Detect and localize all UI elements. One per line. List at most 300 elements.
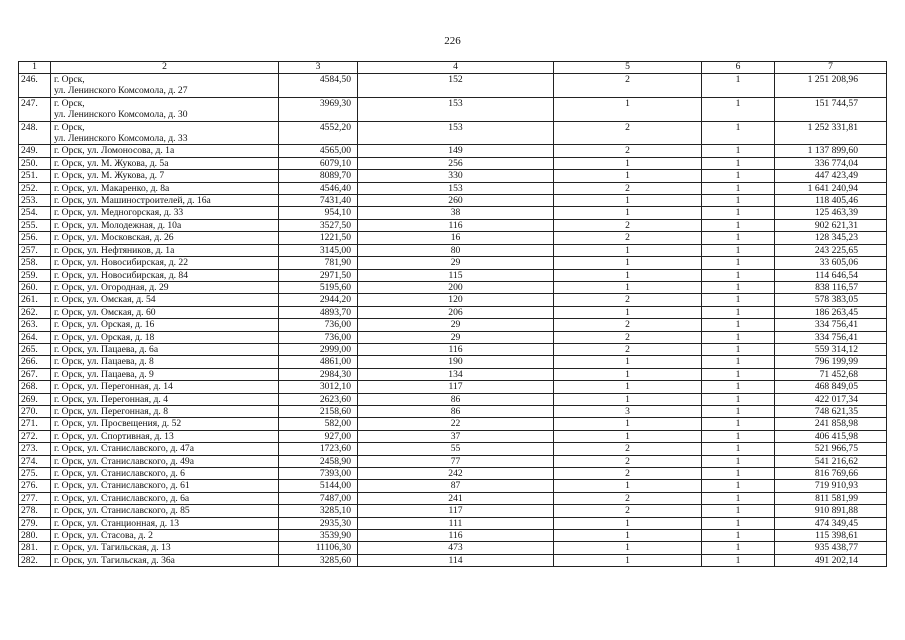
table-row xyxy=(19,517,887,529)
column-6-cell: 1 xyxy=(702,381,775,393)
table-row xyxy=(19,294,887,306)
column-6-cell: 1 xyxy=(702,306,775,318)
column-5-cell: 2 xyxy=(554,505,702,517)
cost-cell: 910 891,88 xyxy=(775,505,887,517)
address-cell: г. Орск, ул. Молодежная, д. 10а xyxy=(51,219,279,231)
residents-cell: 29 xyxy=(358,331,554,343)
column-6-cell: 1 xyxy=(702,170,775,182)
column-header: 2 xyxy=(51,62,279,74)
residents-cell: 80 xyxy=(358,244,554,256)
column-6-cell: 1 xyxy=(702,195,775,207)
column-5-cell: 1 xyxy=(554,530,702,542)
table-row xyxy=(19,455,887,467)
table-row xyxy=(19,331,887,343)
cost-cell: 559 314,12 xyxy=(775,343,887,355)
cost-cell: 468 849,05 xyxy=(775,381,887,393)
address-cell: г. Орск, ул. Новосибирская, д. 84 xyxy=(51,269,279,281)
column-5-cell: 2 xyxy=(554,294,702,306)
address-cell: г. Орск, ул. Перегонная, д. 8 xyxy=(51,405,279,417)
column-6-cell: 1 xyxy=(702,157,775,169)
row-number-cell: 247. xyxy=(19,97,51,121)
row-number-cell: 272. xyxy=(19,430,51,442)
row-number-cell: 251. xyxy=(19,170,51,182)
column-5-cell: 2 xyxy=(554,319,702,331)
column-6-cell: 1 xyxy=(702,542,775,554)
residents-cell: 114 xyxy=(358,554,554,566)
residents-cell: 153 xyxy=(358,121,554,145)
column-6-cell: 1 xyxy=(702,74,775,98)
cost-cell: 334 756,41 xyxy=(775,331,887,343)
residents-cell: 134 xyxy=(358,368,554,380)
column-6-cell: 1 xyxy=(702,269,775,281)
column-6-cell: 1 xyxy=(702,517,775,529)
column-6-cell: 1 xyxy=(702,356,775,368)
table-row xyxy=(19,170,887,182)
cost-cell: 186 263,45 xyxy=(775,306,887,318)
table-row xyxy=(19,182,887,194)
column-header: 7 xyxy=(775,62,887,74)
address-cell: г. Орск, ул. Орская, д. 16 xyxy=(51,319,279,331)
table-row xyxy=(19,281,887,293)
column-5-cell: 2 xyxy=(554,121,702,145)
cost-cell: 71 452,68 xyxy=(775,368,887,380)
address-cell: г. Орск, ул. Перегонная, д. 14 xyxy=(51,381,279,393)
area-cell: 2458,90 xyxy=(279,455,358,467)
area-cell: 2935,30 xyxy=(279,517,358,529)
address-cell: г. Орск, ул. Нефтяников, д. 1а xyxy=(51,244,279,256)
address-cell: г. Орск, ул. Орская, д. 18 xyxy=(51,331,279,343)
area-cell: 3969,30 xyxy=(279,97,358,121)
row-number-cell: 277. xyxy=(19,492,51,504)
column-6-cell: 1 xyxy=(702,219,775,231)
residents-cell: 77 xyxy=(358,455,554,467)
column-6-cell: 1 xyxy=(702,505,775,517)
table-row xyxy=(19,405,887,417)
column-6-cell: 1 xyxy=(702,121,775,145)
address-cell: г. Орск, ул. Медногорская, д. 33 xyxy=(51,207,279,219)
area-cell: 3012,10 xyxy=(279,381,358,393)
area-cell: 4893,70 xyxy=(279,306,358,318)
cost-cell: 578 383,05 xyxy=(775,294,887,306)
address-cell: г. Орск, ул. Машиностроителей, д. 16а xyxy=(51,195,279,207)
address-cell: г. Орск, ул. Станционная, д. 13 xyxy=(51,517,279,529)
column-5-cell: 2 xyxy=(554,331,702,343)
area-cell: 4584,50 xyxy=(279,74,358,98)
address-cell: г. Орск, ул. Омская, д. 60 xyxy=(51,306,279,318)
row-number-cell: 255. xyxy=(19,219,51,231)
row-number-cell: 253. xyxy=(19,195,51,207)
column-header: 1 xyxy=(19,62,51,74)
table-row xyxy=(19,157,887,169)
residents-cell: 86 xyxy=(358,393,554,405)
address-cell: г. Орск, ул. Тагильская, д. 13 xyxy=(51,542,279,554)
cost-cell: 336 774,04 xyxy=(775,157,887,169)
residents-cell: 55 xyxy=(358,443,554,455)
table-row xyxy=(19,381,887,393)
residents-cell: 117 xyxy=(358,381,554,393)
row-number-cell: 265. xyxy=(19,343,51,355)
table-row xyxy=(19,343,887,355)
row-number-cell: 246. xyxy=(19,74,51,98)
row-number-cell: 264. xyxy=(19,331,51,343)
address-cell: г. Орск, ул. Станиславского, д. 6а xyxy=(51,492,279,504)
row-number-cell: 280. xyxy=(19,530,51,542)
row-number-cell: 276. xyxy=(19,480,51,492)
row-number-cell: 275. xyxy=(19,468,51,480)
cost-cell: 521 966,75 xyxy=(775,443,887,455)
address-cell: г. Орск, ул. Ленинского Комсомола, д. 30 xyxy=(51,97,279,121)
area-cell: 3285,60 xyxy=(279,554,358,566)
column-6-cell: 1 xyxy=(702,430,775,442)
column-6-cell: 1 xyxy=(702,530,775,542)
address-cell: г. Орск, ул. Ломоносова, д. 1а xyxy=(51,145,279,157)
address-cell: г. Орск, ул. Пацаева, д. 6а xyxy=(51,343,279,355)
table-row xyxy=(19,306,887,318)
address-cell: г. Орск, ул. Омская, д. 54 xyxy=(51,294,279,306)
residents-cell: 153 xyxy=(358,182,554,194)
residents-cell: 206 xyxy=(358,306,554,318)
cost-cell: 474 349,45 xyxy=(775,517,887,529)
column-6-cell: 1 xyxy=(702,368,775,380)
area-cell: 6079,10 xyxy=(279,157,358,169)
residents-cell: 116 xyxy=(358,219,554,231)
row-number-cell: 257. xyxy=(19,244,51,256)
table-row xyxy=(19,468,887,480)
area-cell: 736,00 xyxy=(279,319,358,331)
column-6-cell: 1 xyxy=(702,232,775,244)
residents-cell: 260 xyxy=(358,195,554,207)
column-header: 5 xyxy=(554,62,702,74)
column-5-cell: 2 xyxy=(554,455,702,467)
area-cell: 736,00 xyxy=(279,331,358,343)
table-row xyxy=(19,97,887,121)
row-number-cell: 268. xyxy=(19,381,51,393)
area-cell: 4861,00 xyxy=(279,356,358,368)
table-row xyxy=(19,257,887,269)
cost-cell: 719 910,93 xyxy=(775,480,887,492)
row-number-cell: 267. xyxy=(19,368,51,380)
column-6-cell: 1 xyxy=(702,418,775,430)
column-5-cell: 1 xyxy=(554,195,702,207)
row-number-cell: 248. xyxy=(19,121,51,145)
column-5-cell: 1 xyxy=(554,97,702,121)
area-cell: 8089,70 xyxy=(279,170,358,182)
area-cell: 3145,00 xyxy=(279,244,358,256)
cost-cell: 748 621,35 xyxy=(775,405,887,417)
residents-cell: 330 xyxy=(358,170,554,182)
cost-cell: 243 225,65 xyxy=(775,244,887,256)
table-row xyxy=(19,207,887,219)
table-row xyxy=(19,554,887,566)
area-cell: 781,90 xyxy=(279,257,358,269)
residents-cell: 116 xyxy=(358,530,554,542)
row-number-cell: 254. xyxy=(19,207,51,219)
table-row xyxy=(19,269,887,281)
residents-cell: 22 xyxy=(358,418,554,430)
residents-cell: 242 xyxy=(358,468,554,480)
table-row xyxy=(19,430,887,442)
residents-cell: 117 xyxy=(358,505,554,517)
address-cell: г. Орск, ул. Тагильская, д. 36а xyxy=(51,554,279,566)
column-5-cell: 1 xyxy=(554,368,702,380)
column-header: 6 xyxy=(702,62,775,74)
residents-cell: 241 xyxy=(358,492,554,504)
column-5-cell: 2 xyxy=(554,145,702,157)
residents-cell: 115 xyxy=(358,269,554,281)
cost-cell: 838 116,57 xyxy=(775,281,887,293)
area-cell: 954,10 xyxy=(279,207,358,219)
cost-cell: 796 199,99 xyxy=(775,356,887,368)
table-row xyxy=(19,492,887,504)
column-5-cell: 2 xyxy=(554,232,702,244)
address-cell: г. Орск, ул. М. Жукова, д. 7 xyxy=(51,170,279,182)
column-6-cell: 1 xyxy=(702,319,775,331)
column-header: 3 xyxy=(279,62,358,74)
row-number-cell: 266. xyxy=(19,356,51,368)
area-cell: 3539,90 xyxy=(279,530,358,542)
column-5-cell: 2 xyxy=(554,492,702,504)
column-6-cell: 1 xyxy=(702,343,775,355)
table-row xyxy=(19,530,887,542)
column-5-cell: 1 xyxy=(554,418,702,430)
cost-cell: 151 744,57 xyxy=(775,97,887,121)
column-5-cell: 1 xyxy=(554,480,702,492)
row-number-cell: 273. xyxy=(19,443,51,455)
residents-cell: 29 xyxy=(358,257,554,269)
area-cell: 7487,00 xyxy=(279,492,358,504)
cost-cell: 125 463,39 xyxy=(775,207,887,219)
cost-cell: 422 017,34 xyxy=(775,393,887,405)
cost-cell: 541 216,62 xyxy=(775,455,887,467)
area-cell: 1221,50 xyxy=(279,232,358,244)
cost-cell: 1 252 331,81 xyxy=(775,121,887,145)
address-cell: г. Орск, ул. Новосибирская, д. 22 xyxy=(51,257,279,269)
column-6-cell: 1 xyxy=(702,244,775,256)
area-cell: 2944,20 xyxy=(279,294,358,306)
cost-cell: 115 398,61 xyxy=(775,530,887,542)
residents-cell: 152 xyxy=(358,74,554,98)
row-number-cell: 256. xyxy=(19,232,51,244)
residents-cell: 200 xyxy=(358,281,554,293)
column-5-cell: 3 xyxy=(554,405,702,417)
area-cell: 2999,00 xyxy=(279,343,358,355)
address-cell: г. Орск, ул. Пацаева, д. 9 xyxy=(51,368,279,380)
column-5-cell: 1 xyxy=(554,542,702,554)
column-header: 4 xyxy=(358,62,554,74)
row-number-cell: 282. xyxy=(19,554,51,566)
area-cell: 4546,40 xyxy=(279,182,358,194)
address-cell: г. Орск, ул. Стасова, д. 2 xyxy=(51,530,279,542)
residents-cell: 86 xyxy=(358,405,554,417)
residents-cell: 111 xyxy=(358,517,554,529)
residents-cell: 37 xyxy=(358,430,554,442)
row-number-cell: 279. xyxy=(19,517,51,529)
table-row xyxy=(19,418,887,430)
column-5-cell: 1 xyxy=(554,170,702,182)
column-5-cell: 2 xyxy=(554,74,702,98)
table-body xyxy=(19,74,887,567)
area-cell: 11106,30 xyxy=(279,542,358,554)
area-cell: 5144,00 xyxy=(279,480,358,492)
area-cell: 4552,20 xyxy=(279,121,358,145)
residents-cell: 16 xyxy=(358,232,554,244)
row-number-cell: 262. xyxy=(19,306,51,318)
table-row xyxy=(19,244,887,256)
cost-cell: 935 438,77 xyxy=(775,542,887,554)
cost-cell: 811 581,99 xyxy=(775,492,887,504)
header-row xyxy=(19,62,887,74)
row-number-cell: 260. xyxy=(19,281,51,293)
row-number-cell: 281. xyxy=(19,542,51,554)
table-row xyxy=(19,232,887,244)
address-cell: г. Орск, ул. Перегонная, д. 4 xyxy=(51,393,279,405)
table-row xyxy=(19,121,887,145)
residents-cell: 149 xyxy=(358,145,554,157)
table-row xyxy=(19,505,887,517)
cost-cell: 1 641 240,94 xyxy=(775,182,887,194)
cost-cell: 816 769,66 xyxy=(775,468,887,480)
row-number-cell: 269. xyxy=(19,393,51,405)
row-number-cell: 259. xyxy=(19,269,51,281)
column-6-cell: 1 xyxy=(702,443,775,455)
address-cell: г. Орск, ул. Спортивная, д. 13 xyxy=(51,430,279,442)
column-5-cell: 2 xyxy=(554,468,702,480)
column-6-cell: 1 xyxy=(702,207,775,219)
address-cell: г. Орск, ул. Огородная, д. 29 xyxy=(51,281,279,293)
data-table xyxy=(18,61,887,567)
row-number-cell: 278. xyxy=(19,505,51,517)
column-5-cell: 1 xyxy=(554,269,702,281)
cost-cell: 447 423,49 xyxy=(775,170,887,182)
column-5-cell: 1 xyxy=(554,207,702,219)
column-6-cell: 1 xyxy=(702,145,775,157)
row-number-cell: 263. xyxy=(19,319,51,331)
area-cell: 2984,30 xyxy=(279,368,358,380)
row-number-cell: 250. xyxy=(19,157,51,169)
address-cell: г. Орск, ул. Макаренко, д. 8а xyxy=(51,182,279,194)
column-5-cell: 1 xyxy=(554,554,702,566)
column-6-cell: 1 xyxy=(702,455,775,467)
cost-cell: 128 345,23 xyxy=(775,232,887,244)
column-6-cell: 1 xyxy=(702,468,775,480)
residents-cell: 29 xyxy=(358,319,554,331)
row-number-cell: 258. xyxy=(19,257,51,269)
residents-cell: 116 xyxy=(358,343,554,355)
table-row xyxy=(19,74,887,98)
column-5-cell: 1 xyxy=(554,393,702,405)
table-row xyxy=(19,356,887,368)
residents-cell: 87 xyxy=(358,480,554,492)
area-cell: 3285,10 xyxy=(279,505,358,517)
address-cell: г. Орск, ул. Московская, д. 26 xyxy=(51,232,279,244)
address-cell: г. Орск, ул. Станиславского, д. 49а xyxy=(51,455,279,467)
column-5-cell: 1 xyxy=(554,244,702,256)
cost-cell: 334 756,41 xyxy=(775,319,887,331)
column-5-cell: 1 xyxy=(554,157,702,169)
residents-cell: 153 xyxy=(358,97,554,121)
table-row xyxy=(19,368,887,380)
table-row xyxy=(19,443,887,455)
cost-cell: 491 202,14 xyxy=(775,554,887,566)
residents-cell: 120 xyxy=(358,294,554,306)
area-cell: 7393,00 xyxy=(279,468,358,480)
cost-cell: 902 621,31 xyxy=(775,219,887,231)
table-row xyxy=(19,195,887,207)
address-cell: г. Орск, ул. Просвещения, д. 52 xyxy=(51,418,279,430)
cost-cell: 406 415,98 xyxy=(775,430,887,442)
table-row xyxy=(19,480,887,492)
row-number-cell: 270. xyxy=(19,405,51,417)
residents-cell: 190 xyxy=(358,356,554,368)
table-row xyxy=(19,542,887,554)
column-5-cell: 1 xyxy=(554,517,702,529)
address-cell: г. Орск, ул. Ленинского Комсомола, д. 33 xyxy=(51,121,279,145)
address-cell: г. Орск, ул. Станиславского, д. 61 xyxy=(51,480,279,492)
column-6-cell: 1 xyxy=(702,257,775,269)
row-number-cell: 274. xyxy=(19,455,51,467)
cost-cell: 114 646,54 xyxy=(775,269,887,281)
row-number-cell: 249. xyxy=(19,145,51,157)
residents-cell: 473 xyxy=(358,542,554,554)
column-6-cell: 1 xyxy=(702,182,775,194)
column-5-cell: 2 xyxy=(554,219,702,231)
column-6-cell: 1 xyxy=(702,480,775,492)
column-5-cell: 1 xyxy=(554,430,702,442)
column-6-cell: 1 xyxy=(702,294,775,306)
column-5-cell: 2 xyxy=(554,343,702,355)
column-6-cell: 1 xyxy=(702,281,775,293)
row-number-cell: 261. xyxy=(19,294,51,306)
area-cell: 927,00 xyxy=(279,430,358,442)
column-5-cell: 1 xyxy=(554,257,702,269)
area-cell: 582,00 xyxy=(279,418,358,430)
table-row xyxy=(19,319,887,331)
table-row xyxy=(19,219,887,231)
column-5-cell: 1 xyxy=(554,306,702,318)
area-cell: 2158,60 xyxy=(279,405,358,417)
area-cell: 3527,50 xyxy=(279,219,358,231)
area-cell: 1723,60 xyxy=(279,443,358,455)
area-cell: 5195,60 xyxy=(279,281,358,293)
table-row xyxy=(19,145,887,157)
cost-cell: 33 605,06 xyxy=(775,257,887,269)
page-number: 226 xyxy=(444,35,461,47)
cost-cell: 1 137 899,60 xyxy=(775,145,887,157)
column-6-cell: 1 xyxy=(702,393,775,405)
area-cell: 2623,60 xyxy=(279,393,358,405)
cost-cell: 241 858,98 xyxy=(775,418,887,430)
area-cell: 2971,50 xyxy=(279,269,358,281)
address-cell: г. Орск, ул. Пацаева, д. 8 xyxy=(51,356,279,368)
area-cell: 7431,40 xyxy=(279,195,358,207)
column-6-cell: 1 xyxy=(702,492,775,504)
column-5-cell: 1 xyxy=(554,381,702,393)
column-6-cell: 1 xyxy=(702,405,775,417)
cost-cell: 118 405,46 xyxy=(775,195,887,207)
row-number-cell: 252. xyxy=(19,182,51,194)
column-6-cell: 1 xyxy=(702,97,775,121)
area-cell: 4565,00 xyxy=(279,145,358,157)
cost-cell: 1 251 208,96 xyxy=(775,74,887,98)
residents-cell: 38 xyxy=(358,207,554,219)
address-cell: г. Орск, ул. Станиславского, д. 85 xyxy=(51,505,279,517)
address-cell: г. Орск, ул. Станиславского, д. 47а xyxy=(51,443,279,455)
column-5-cell: 1 xyxy=(554,281,702,293)
column-6-cell: 1 xyxy=(702,554,775,566)
column-5-cell: 1 xyxy=(554,356,702,368)
column-6-cell: 1 xyxy=(702,331,775,343)
address-cell: г. Орск, ул. Ленинского Комсомола, д. 27 xyxy=(51,74,279,98)
